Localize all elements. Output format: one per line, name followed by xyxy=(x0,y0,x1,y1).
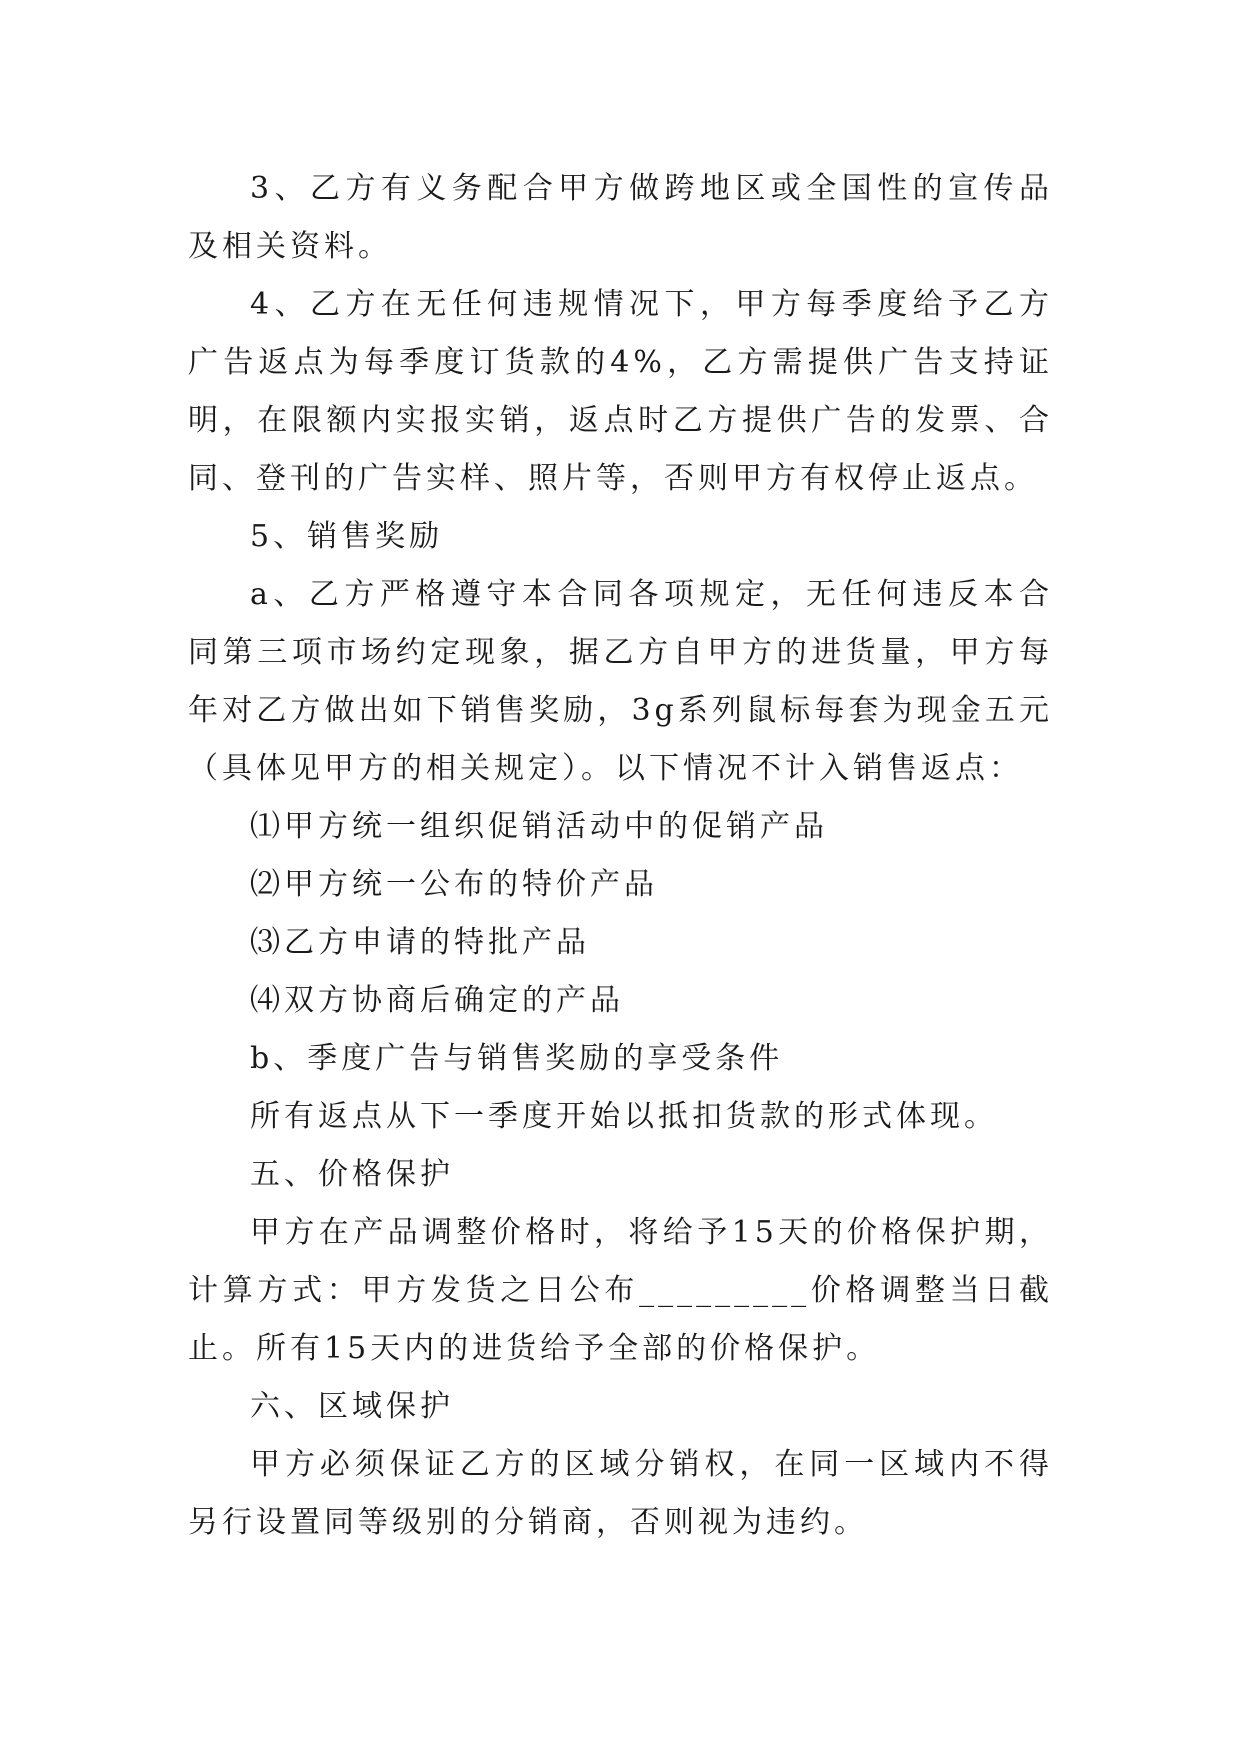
paragraph-item-b: b、季度广告与销售奖励的享受条件 xyxy=(250,1041,784,1076)
paragraph-region-protection: 甲方必须保证乙方的区域分销权，在同一区域内不得另行设置同等级别的分销商，否则视为违约。 xyxy=(188,1447,1053,1540)
paragraph-item-a: a、乙方严格遵守本合同各项规定，无任何违反本合同第三项市场约定现象，据乙方自甲方的进货量，甲方每年对乙方做出如下销售奖励，3g系列鼠标每套为现金五元（具体见甲方的相关规定）。以下情况不计入销售返点： xyxy=(188,577,1053,786)
paragraph-item-5-sales-reward: 5、销售奖励 xyxy=(250,519,444,554)
paragraph-rebate-form: 所有返点从下一季度开始以抵扣货款的形式体现。 xyxy=(250,1099,998,1134)
list-item-2: ⑵甲方统一公布的特价产品 xyxy=(250,867,658,902)
list-item-1: ⑴甲方统一组织促销活动中的促销产品 xyxy=(250,809,828,844)
list-item-3: ⑶乙方申请的特批产品 xyxy=(250,925,590,960)
list-item-4: ⑷双方协商后确定的产品 xyxy=(250,983,624,1018)
document-page xyxy=(188,160,1053,1552)
paragraph-item-4-ad-rebate: 4、乙方在无任何违规情况下，甲方每季度给予乙方广告返点为每季度订货款的4%，乙方需提供广告支持证明，在限额内实报实销，返点时乙方提供广告的发票、合同、登刊的广告实样、照片等，否则甲方有权停止返点。 xyxy=(188,287,1053,496)
paragraph-item-3: 3、乙方有义务配合甲方做跨地区或全国性的宣传品及相关资料。 xyxy=(188,171,1053,264)
paragraph-price-protection: 甲方在产品调整价格时，将给予15天的价格保护期，计算方式：甲方发货之日公布_________价格调整当日截止。所有15天内的进货给予全部的价格保护。 xyxy=(188,1215,1053,1366)
section-heading-region-protection: 六、区域保护 xyxy=(250,1389,454,1424)
section-heading-price-protection: 五、价格保护 xyxy=(250,1157,454,1192)
